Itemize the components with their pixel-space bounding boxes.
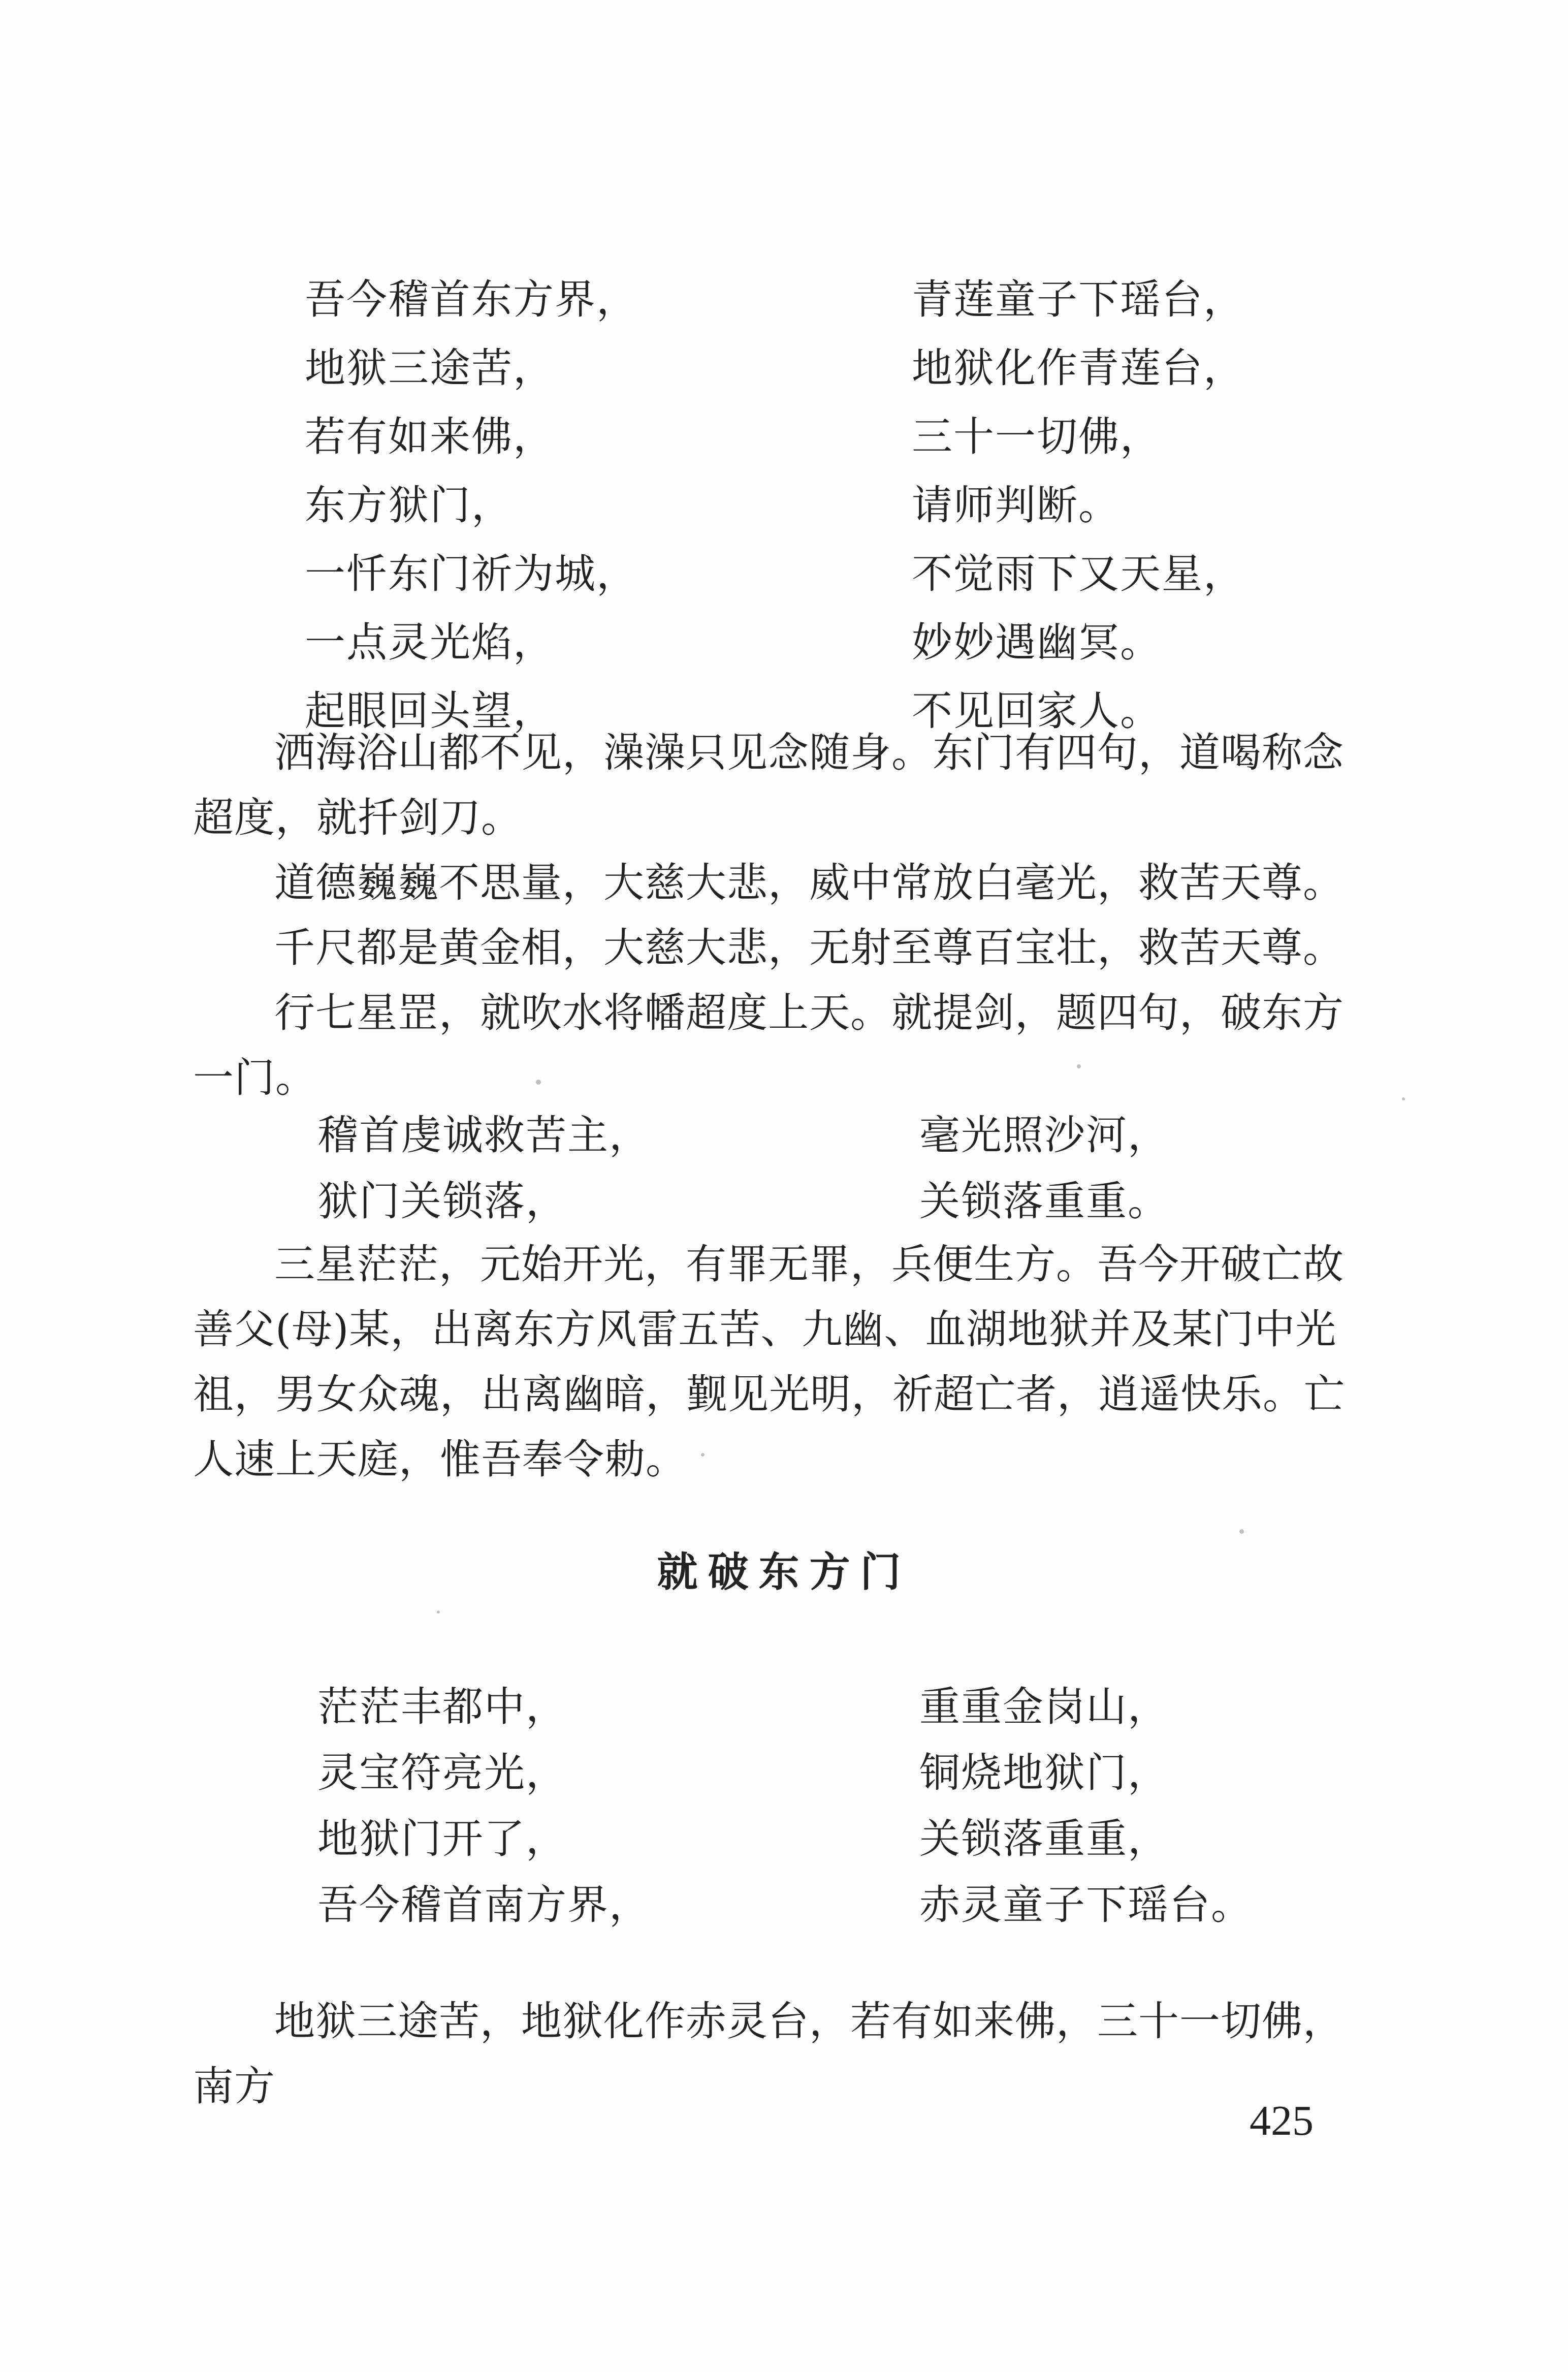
verse-line: 一忏东门祈为城， [305, 550, 638, 597]
scan-speck [701, 1453, 705, 1457]
paragraph: 地狱三途苦，地狱化作赤灵台，若有如来佛，三十一切佛，南方 [193, 1998, 1344, 2110]
scan-speck [1402, 1097, 1405, 1100]
verse-line: 起眼回头望， [305, 687, 555, 735]
paragraph: 道德巍巍不思量，大慈大悲，威中常放白毫光，救苦天尊。 [274, 859, 1344, 906]
section-title: 就破东方门 [657, 1548, 911, 1596]
verse-line: 茫茫丰都中， [317, 1683, 567, 1730]
paragraph: 三星茫茫，元始开光，有罪无罪，兵便生方。吾今开破亡故善父(母)某，出离东方风雷五苦、九幽、血湖地狱并及某门中光祖，男女众魂，出离幽暗，觐见光明，祈超亡者，逍遥快乐。亡人速上天庭，惟吾奉令勅。 [193, 1241, 1345, 1483]
verse-line: 地狱三途苦， [305, 344, 555, 392]
prose-block [193, 720, 1366, 1111]
paragraph: 千尺都是黄金相，大慈大悲，无射至尊百宝壮，救苦天尊。 [274, 924, 1344, 971]
verse-line: 请师判断。 [912, 482, 1120, 529]
verse-line: 狱门关锁落， [317, 1178, 567, 1225]
verse-line: 妙妙遇幽冥。 [912, 619, 1162, 666]
verse-line: 关锁落重重。 [919, 1178, 1169, 1225]
scan-speck [1239, 1529, 1244, 1534]
verse-line: 东方狱门， [305, 482, 513, 529]
verse-line: 一点灵光焰， [305, 619, 555, 666]
prose-block [193, 1989, 1366, 2119]
page-number: 425 [1250, 2097, 1314, 2144]
verse-line: 不见回家人。 [912, 687, 1162, 735]
verse-line: 毫光照沙河， [919, 1112, 1169, 1159]
prose-block [193, 1232, 1366, 1492]
verse-line: 关锁落重重， [919, 1815, 1169, 1862]
verse-line: 三十一切佛， [912, 413, 1162, 460]
verse-line: 稽首虔诚救苦主， [317, 1112, 651, 1159]
verse-line: 地狱化作青莲台， [912, 344, 1245, 392]
verse-line: 吾今稽首南方界， [317, 1881, 651, 1928]
scan-speck [536, 1080, 541, 1085]
paragraph: 洒海浴山都不见，澡澡只见念随身。东门有四句，道喝称念超度，就扦剑刀。 [193, 729, 1344, 841]
paragraph: 行七星罡，就吹水将幡超度上天。就提剑，题四句，破东方一门。 [193, 989, 1344, 1101]
verse-line: 青莲童子下瑶台， [912, 276, 1245, 323]
scan-speck [437, 1610, 440, 1614]
verse-line: 地狱门开了， [317, 1815, 567, 1862]
verse-line: 重重金岗山， [919, 1683, 1169, 1730]
verse-line: 吾今稽首东方界， [305, 276, 638, 323]
verse-line: 不觉雨下又天星， [912, 550, 1245, 597]
verse-line: 赤灵童子下瑶台。 [919, 1881, 1253, 1928]
scan-speck [1077, 1064, 1081, 1068]
verse-line: 灵宝符亮光， [317, 1749, 567, 1796]
verse-line: 若有如来佛， [305, 413, 555, 460]
verse-line: 铜烧地狱门， [919, 1749, 1169, 1796]
